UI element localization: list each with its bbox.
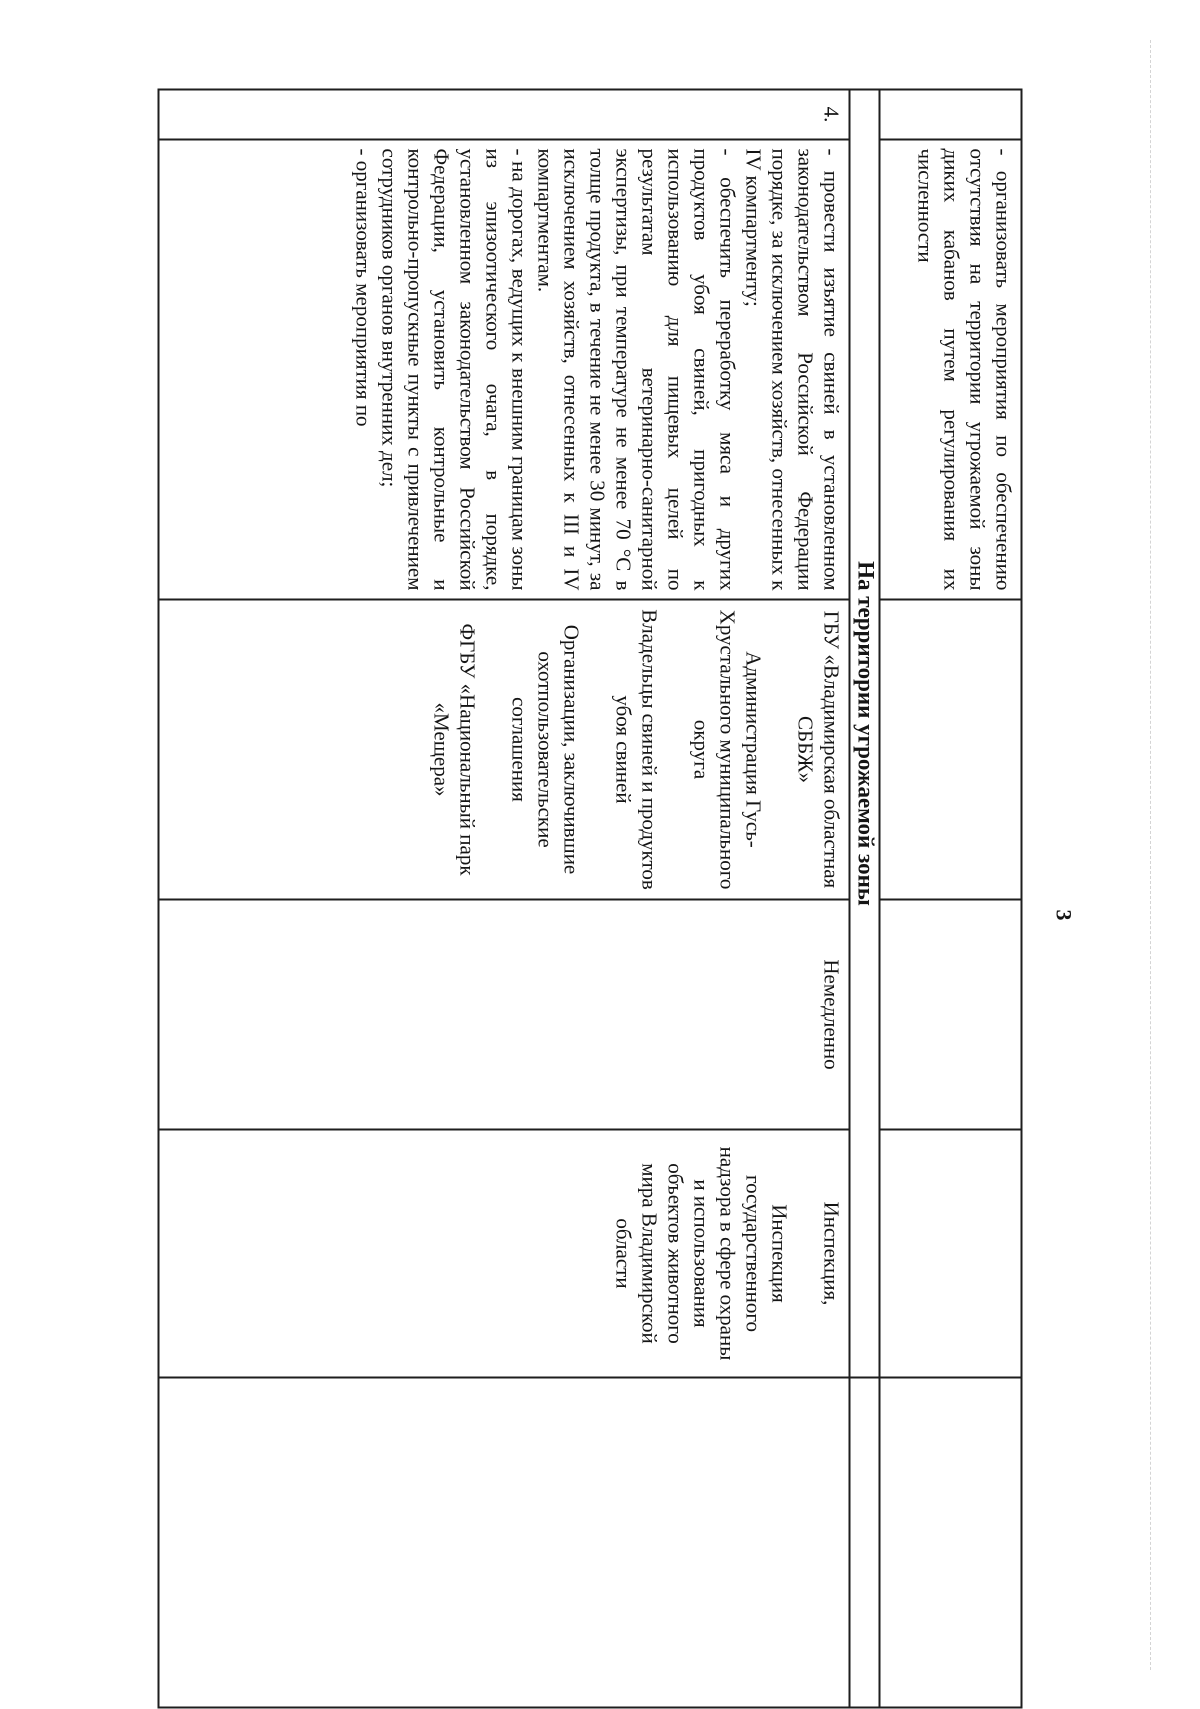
responsible-item: Администрация Гусь-Хрустального муниципального округа xyxy=(689,609,766,890)
scan-margin-line xyxy=(1150,40,1151,1670)
controller-item: Инспекция, xyxy=(819,1201,844,1306)
cell-action-previous xyxy=(880,140,1022,600)
table-row-4 xyxy=(159,90,850,1708)
controller-item: Инспекция государственного надзора в сфере охраны и использования объектов животного мира Владимирской области xyxy=(611,1146,792,1361)
row-number: 4. xyxy=(159,90,850,140)
action-item: - на дорогах, ведущих к внешним границам зоны из эпизоотического очага, в порядке, установленном законодательством Российской Федерации, установить контрольные и контрольно-пропускные пункты с привлечением сотрудников органов внутренних дел; xyxy=(377,148,532,591)
cell-term-empty xyxy=(880,900,1022,1130)
responsible-item: ФГБУ «Национальный парк «Мещера» xyxy=(429,623,480,876)
section-header-row xyxy=(850,90,880,1708)
responsible-item: Владельцы свиней и продуктов убоя свиней xyxy=(611,609,662,890)
cell-controller xyxy=(159,1130,850,1378)
cell-responsible xyxy=(159,600,850,900)
cell-controller-empty xyxy=(880,1130,1022,1378)
measures-table xyxy=(158,89,1023,1709)
rotated-table-sheet xyxy=(158,89,1023,1709)
responsible-item: Организации, заключившие охотпользовательские соглашения xyxy=(507,624,584,875)
responsible-item: ГБУ «Владимирская областная СББЖ» xyxy=(793,610,844,889)
action-item: - обеспечить переработку мяса и других продуктов убоя свиней, пригодных к использованию для пищевых целей по результатам ветеринарно-санитарной экспертизы, при температуре не менее 70 °С в толще продукта, в течение не менее 30 минут, за исключением хозяйств, отнесенных к III и IV компартментам. xyxy=(533,148,740,591)
cell-actions xyxy=(159,140,850,600)
action-item: - организовать мероприятия по xyxy=(351,148,376,427)
cell-blank xyxy=(159,1378,850,1708)
cell-responsible-empty xyxy=(880,600,1022,900)
cell-blank xyxy=(880,1378,1022,1708)
cell-term: Немедленно xyxy=(159,900,850,1130)
cell-number-empty xyxy=(880,90,1022,140)
table-row-previous xyxy=(880,90,1022,1708)
action-previous-text: - организовать мероприятия по обеспечению отсутствия на территории угрожаемой зоны диких кабанов путем регулирования их численности xyxy=(913,148,1016,591)
page-number: 3 xyxy=(1051,909,1077,921)
action-item: - провести изъятие свиней в установленном законодательством Российской Федерации порядке, за исключением хозяйств, отнесенных к IV компартменту; xyxy=(741,148,844,591)
cell-blank xyxy=(850,1378,880,1708)
section-header: На территории угрожаемой зоны xyxy=(850,90,880,1378)
